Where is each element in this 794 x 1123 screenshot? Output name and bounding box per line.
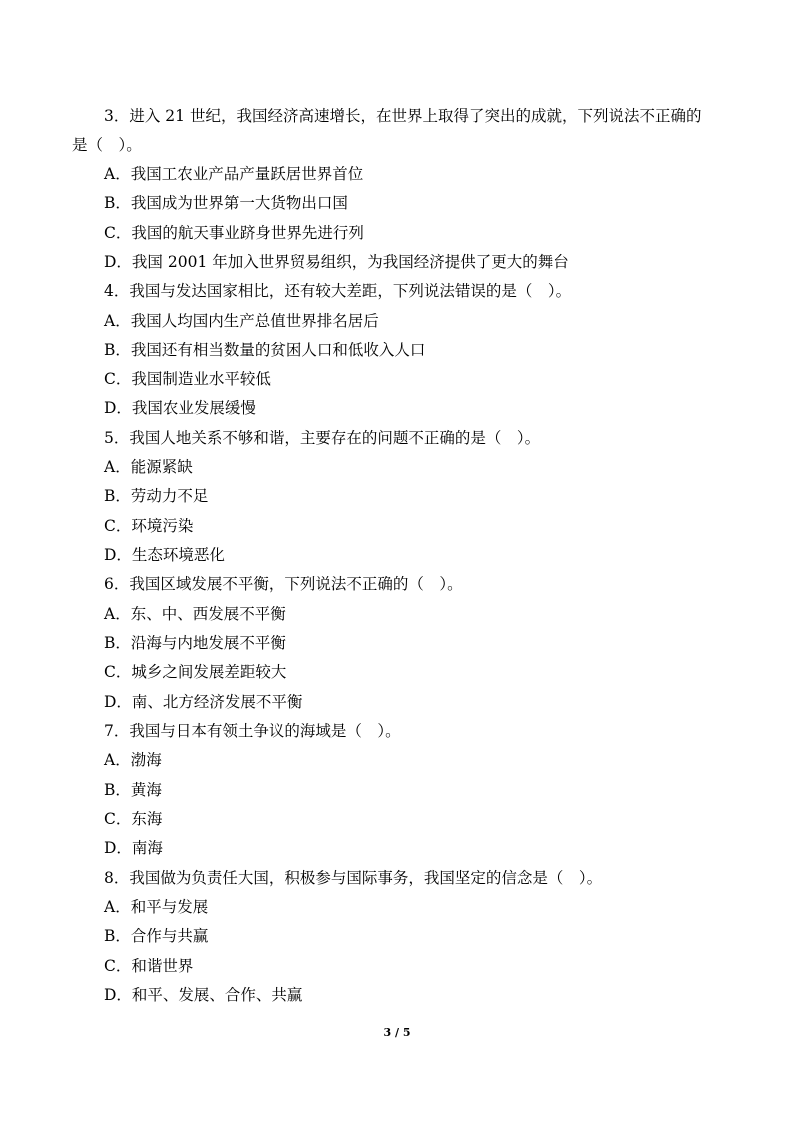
question-7-stem: 7．我国与日本有领土争议的海域是（ ）。 (104, 722, 401, 740)
question-5-option-c: C．环境污染 (104, 517, 194, 535)
question-6-option-b: B．沿海与内地发展不平衡 (104, 634, 286, 652)
question-8-option-d: D．和平、发展、合作、共赢 (104, 986, 303, 1004)
question-4-option-c: C．我国制造业水平较低 (104, 370, 271, 388)
question-8-option-b: B．合作与共赢 (104, 927, 209, 945)
question-7-option-b: B．黄海 (104, 781, 162, 799)
question-6-stem: 6．我国区域发展不平衡，下列说法不正确的（ ）。 (104, 575, 463, 593)
question-3-stem-line2: 是（ ）。 (72, 136, 142, 154)
question-6-option-a: A．东、中、西发展不平衡 (104, 605, 286, 623)
question-3-option-d: D．我国 2001 年加入世界贸易组织，为我国经济提供了更大的舞台 (104, 253, 569, 271)
question-7-option-c: C．东海 (104, 810, 163, 828)
question-6-option-d: D．南、北方经济发展不平衡 (104, 693, 303, 711)
question-5-stem: 5．我国人地关系不够和谐，主要存在的问题不正确的是（ ）。 (104, 429, 541, 447)
page-number: 3 / 5 (383, 1026, 411, 1039)
question-5-option-b: B．劳动力不足 (104, 487, 209, 505)
question-8-option-a: A．和平与发展 (104, 898, 209, 916)
question-3-option-b: B．我国成为世界第一大货物出口国 (104, 194, 348, 212)
question-8-option-c: C．和谐世界 (104, 957, 194, 975)
question-3-option-a: A．我国工农业产品产量跃居世界首位 (104, 165, 364, 183)
question-4-option-d: D．我国农业发展缓慢 (104, 399, 256, 417)
question-6-option-c: C．城乡之间发展差距较大 (104, 663, 287, 681)
question-7-option-d: D．南海 (104, 839, 163, 857)
question-4-option-a: A．我国人均国内生产总值世界排名居后 (104, 312, 379, 330)
question-5-option-d: D．生态环境恶化 (104, 546, 225, 564)
question-4-stem: 4．我国与发达国家相比，还有较大差距，下列说法错误的是（ ）。 (104, 282, 572, 300)
question-3-stem-line1: 3．进入 21 世纪，我国经济高速增长，在世界上取得了突出的成就，下列说法不正确的 (104, 107, 702, 125)
question-4-option-b: B．我国还有相当数量的贫困人口和低收入人口 (104, 341, 426, 359)
question-3-option-c: C．我国的航天事业跻身世界先进行列 (104, 224, 364, 242)
question-7-option-a: A．渤海 (104, 751, 162, 769)
question-5-option-a: A．能源紧缺 (104, 458, 193, 476)
question-8-stem: 8．我国做为负责任大国，积极参与国际事务，我国坚定的信念是（ ）。 (104, 869, 603, 887)
